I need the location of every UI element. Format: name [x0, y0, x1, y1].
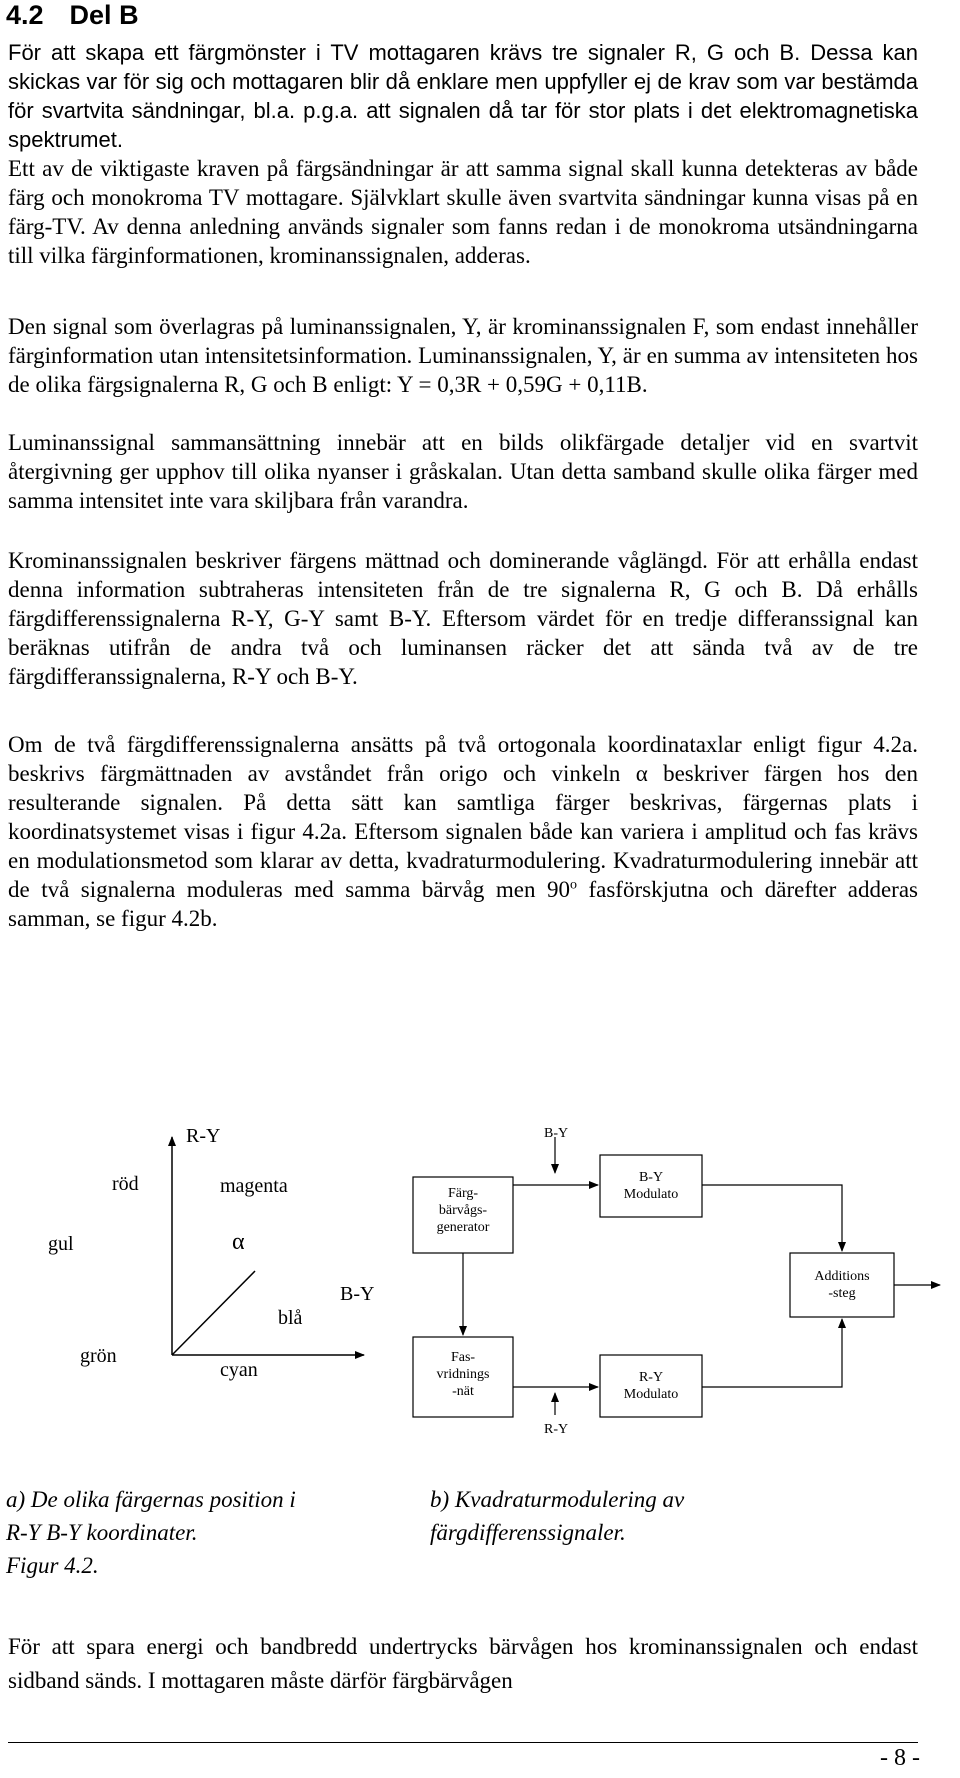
modulator-bottom-line-1: R-Y [638, 1370, 664, 1385]
carrier-generator-label [413, 1185, 513, 1236]
section-heading [6, 0, 139, 31]
modulator-top-label [600, 1169, 702, 1203]
section-title: Del B [69, 0, 139, 30]
mod-bottom-to-adder [702, 1319, 842, 1387]
paragraph-luminance: Den signal som överlagras på luminanssignalen, Y, är krominanssignalen F, som endast innehåller färginformation utan intensitetsinformation. Luminanssignalen, Y, är en summa av intensiteten hos de olika färgsignalerna R, G och B enligt: Y = 0,3R + 0,59G + 0,11B. [8, 314, 918, 397]
carrier-line-3: generator [436, 1220, 490, 1235]
input-label-r-y: R-Y [544, 1422, 569, 1437]
color-label-cyan: cyan [220, 1359, 258, 1381]
paragraph-carrier: För att spara energi och bandbredd undertrycks bärvågen hos krominanssignalen och endast sidband sänds. I mottagaren måste därför färgbärvågen [8, 1634, 918, 1693]
paragraph-grayscale: Luminanssignal sammansättning innebär att en bilds olikfärgade detaljer vid en svartvit återgivning ger upphov till olika nyanser i gråskalan. Utan detta samband skulle olika färger med samma intensitet inte vara skiljbara från varandra. [8, 430, 918, 513]
axis-label-b-y: B-Y [340, 1283, 375, 1305]
signal-vector [172, 1271, 255, 1355]
paragraph-quadrature-tail: fasförskjutna och därefter adderas samman, se figur 4.2b. [8, 877, 918, 931]
footer-rule [8, 1742, 918, 1743]
degree-superscript: o [570, 877, 577, 893]
caption-a-line-1: a) De olika färgernas position i [6, 1487, 296, 1512]
modulator-bottom-label [600, 1369, 702, 1403]
section-number: 4.2 [6, 0, 44, 30]
modulator-bottom-line-2: Modulato [623, 1387, 679, 1402]
modulator-top-line-2: Modulato [623, 1187, 679, 1202]
phase-line-2: vridnings [436, 1367, 490, 1382]
caption-b-line-2: färgdifferenssignaler. [430, 1520, 626, 1545]
color-label-green: grön [80, 1345, 117, 1367]
carrier-line-1: Färg- [447, 1186, 479, 1201]
color-label-blue: blå [278, 1307, 303, 1329]
input-label-b-y: B-Y [544, 1126, 569, 1141]
paragraph-requirements: Ett av de viktigaste kraven på färgsändningar är att samma signal skall kunna detekteras av både färg och monokroma TV mottagare. Självklart skulle även svartvita sändningar kunna visas på en färg-TV. Av denna anledning används signaler som fanns redan i de monokroma utsändningarna till vilka färginformationen, krominanssignalen, adderas. [8, 156, 918, 268]
figure-label: Figur 4.2. [6, 1553, 99, 1578]
angle-alpha: α [232, 1229, 245, 1255]
caption-a-line-2: R-Y B-Y koordinater. [6, 1520, 198, 1545]
caption-b [430, 1483, 684, 1549]
paragraph-chrominance: Krominanssignalen beskriver färgens mättnad och dominerande våglängd. För att erhålla endast denna information subtraheras intensiteten från de tre signalerna R, G och B. Då erhålls färgdifferenssignalerna R-Y, G-Y samt B-Y. Eftersom värdet för en tredje differanssignal kan beräknas utifrån de andra två och luminansen räcker det att sända två av de tre färgdifferanssignalerna, R-Y och B-Y. [8, 548, 918, 689]
caption-a [6, 1483, 296, 1582]
figure-4-2 [0, 1125, 960, 1465]
adder-line-2: -steg [828, 1286, 856, 1301]
phase-line-3: -nät [452, 1384, 474, 1399]
mod-top-to-adder [702, 1185, 842, 1251]
color-label-magenta: magenta [220, 1175, 288, 1197]
caption-b-line-1: b) Kvadraturmodulering av [430, 1487, 685, 1512]
color-label-red: röd [112, 1173, 139, 1195]
modulator-top-line-1: B-Y [638, 1170, 664, 1185]
coordinate-system [172, 1137, 364, 1355]
page-number: - 8 - [880, 1745, 920, 1771]
paragraph-quadrature [8, 730, 918, 933]
axis-label-r-y: R-Y [186, 1125, 221, 1147]
paragraph-intro: För att skapa ett färgmönster i TV mottagaren krävs tre signaler R, G och B. Dessa kan skickas var för sig och mottagaren blir då enklare men uppfyller ej de krav som var bestämda för svartvita sändningar, bl.a. p.g.a. att signalen då tar för stor plats i det elektromagnetiska spektrumet. [8, 40, 918, 152]
carrier-line-2: bärvågs- [438, 1203, 488, 1218]
color-label-yellow: gul [48, 1233, 74, 1255]
phase-net-label [413, 1349, 513, 1400]
adder-label [790, 1268, 894, 1302]
paragraph-quadrature-text: Om de två färgdifferenssignalerna ansätts på två ortogonala koordinataxlar enligt figur 4.2a. beskrivs färgmättnaden av avståndet från origo och vinkeln α beskriver färgen hos den resulterande signalen. På detta sätt kan samtliga färger beskrivas, färgernas plats i koordinatsystemet visas i figur 4.2a. Eftersom signalen både kan variera i amplitud och fas krävs en modulationsmetod som klarar av detta, kvadraturmodulering. Kvadraturmodulering innebär att de två signalerna moduleras med samma bärvåg men 90 [8, 732, 918, 902]
phase-line-1: Fas- [450, 1350, 476, 1365]
adder-line-1: Additions [814, 1269, 870, 1284]
